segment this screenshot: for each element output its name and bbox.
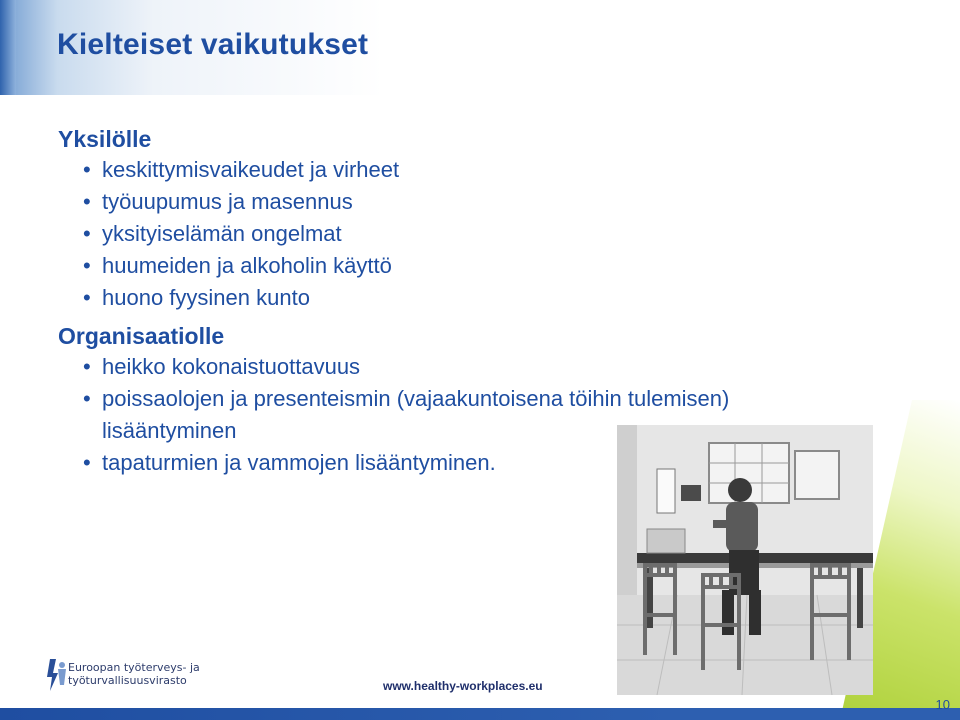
bullet: • xyxy=(83,450,91,475)
logo-line-2: työturvallisuusvirasto xyxy=(68,674,187,687)
list-item-text: tapaturmien ja vammojen lisääntyminen. xyxy=(102,450,496,475)
agency-logo-text xyxy=(68,661,200,687)
section-heading-individual: Yksilölle xyxy=(58,126,152,152)
bottom-bar xyxy=(0,708,960,720)
list-item-text: huono fyysinen kunto xyxy=(102,285,310,310)
bullet: • xyxy=(83,253,91,278)
bullet: • xyxy=(83,189,91,214)
page-title: Kielteiset vaikutukset xyxy=(57,28,369,61)
list-item xyxy=(58,186,778,218)
list-item xyxy=(58,351,778,383)
website-url: www.healthy-workplaces.eu xyxy=(383,679,543,693)
bullet: • xyxy=(83,221,91,246)
bullet: • xyxy=(83,354,91,379)
cafeteria-photo xyxy=(617,425,873,695)
section-heading-organization: Organisaatiolle xyxy=(58,323,225,349)
list-item-text: työuupumus ja masennus xyxy=(102,189,353,214)
list-item-text: heikko kokonaistuottavuus xyxy=(102,354,361,379)
list-item xyxy=(58,250,778,282)
list-item-text: huumeiden ja alkoholin käyttö xyxy=(102,253,392,278)
cafeteria-illustration xyxy=(617,425,873,695)
list-item-text: yksityiselämän ongelmat xyxy=(102,221,342,246)
individual-effects-list xyxy=(58,154,778,314)
list-item-text: keskittymisvaikeudet ja virheet xyxy=(102,157,400,182)
page-number: 10 xyxy=(935,697,950,712)
header-accent-strip xyxy=(0,0,16,95)
list-item xyxy=(58,154,778,186)
bullet: • xyxy=(83,157,91,182)
list-item xyxy=(58,218,778,250)
list-item-text: poissaolojen ja presenteismin (vajaakuntoisena töihin tulemisen) lisääntyminen xyxy=(102,386,730,443)
bullet: • xyxy=(83,386,91,411)
list-item xyxy=(58,282,778,314)
bullet: • xyxy=(83,285,91,310)
logo-line-1: Euroopan työterveys- ja xyxy=(68,661,200,674)
